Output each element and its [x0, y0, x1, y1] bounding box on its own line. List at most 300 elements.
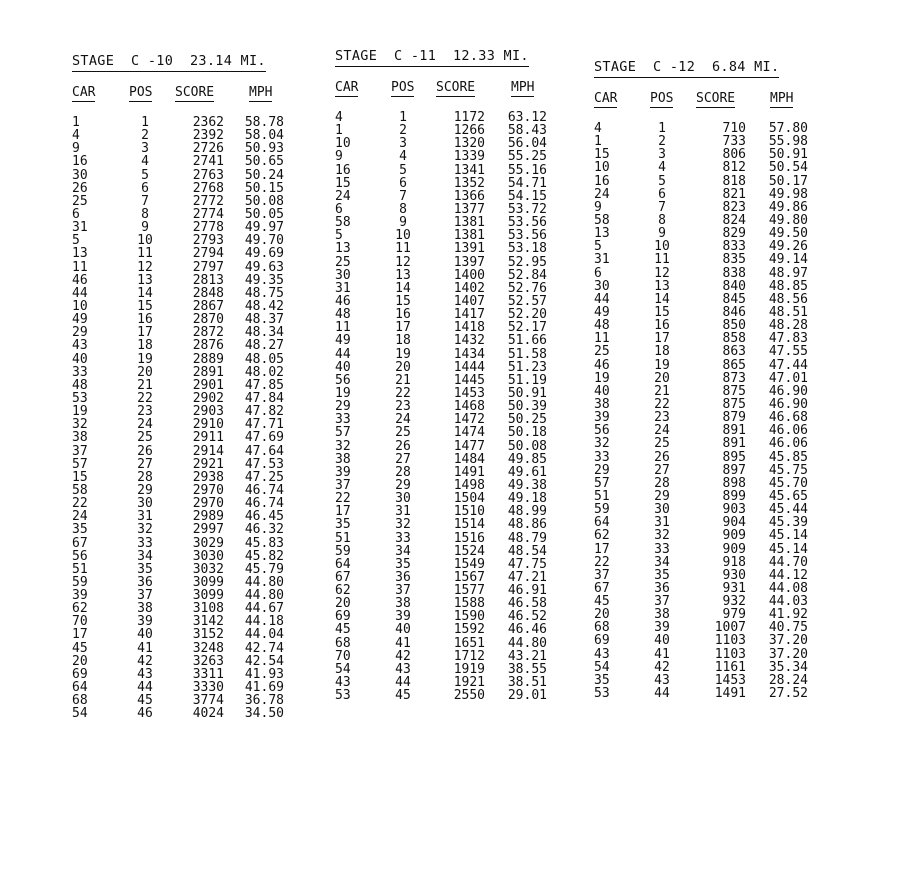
- cell-car: 25: [594, 344, 610, 360]
- cell-mph: 49.80: [768, 212, 808, 228]
- cell-car: 37: [72, 443, 88, 459]
- cell-pos: 33: [654, 541, 670, 557]
- cell-score: 1352: [453, 175, 485, 191]
- table-row: [72, 628, 284, 641]
- table-row: [335, 637, 547, 650]
- cell-mph: 50.08: [244, 193, 284, 209]
- cell-mph: 56.04: [507, 136, 547, 152]
- stage-c10-table: [72, 50, 284, 720]
- cell-score: 1381: [453, 215, 485, 231]
- cell-car: 33: [72, 364, 88, 380]
- cell-mph: 44.04: [244, 627, 284, 643]
- cell-mph: 46.74: [244, 496, 284, 512]
- cell-score: 2774: [192, 206, 224, 222]
- cell-score: 899: [722, 488, 746, 504]
- cell-pos: 8: [399, 201, 407, 217]
- cell-mph: 45.65: [768, 488, 808, 504]
- table-row: [594, 175, 808, 188]
- cell-car: 5: [335, 228, 343, 244]
- cell-mph: 53.72: [507, 201, 547, 217]
- cell-score: 1472: [453, 412, 485, 428]
- cell-mph: 52.95: [507, 254, 547, 270]
- header-score: SCORE: [436, 80, 476, 95]
- cell-car: 25: [335, 254, 351, 270]
- table-row: [335, 150, 547, 163]
- cell-car: 40: [335, 359, 351, 375]
- cell-car: 35: [72, 522, 88, 538]
- cell-pos: 13: [137, 272, 153, 288]
- cell-car: 62: [335, 583, 351, 599]
- cell-score: 909: [722, 541, 746, 557]
- cell-pos: 32: [137, 522, 153, 538]
- table-row: [594, 477, 808, 490]
- cell-mph: 47.64: [244, 443, 284, 459]
- table-row: [594, 464, 808, 477]
- cell-mph: 46.74: [244, 482, 284, 498]
- cell-pos: 31: [654, 515, 670, 531]
- cell-pos: 21: [395, 372, 411, 388]
- header-car: CAR: [72, 85, 96, 100]
- cell-mph: 47.01: [768, 370, 808, 386]
- cell-score: 3099: [192, 588, 224, 604]
- cell-score: 2813: [192, 272, 224, 288]
- cell-score: 1341: [453, 162, 485, 178]
- cell-car: 1: [72, 115, 80, 130]
- cell-car: 37: [335, 477, 351, 493]
- table-row: [594, 648, 808, 661]
- cell-pos: 27: [395, 451, 411, 467]
- cell-car: 48: [594, 318, 610, 334]
- table-row: [335, 518, 547, 531]
- cell-score: 1418: [453, 320, 485, 336]
- cell-mph: 49.35: [244, 272, 284, 288]
- cell-pos: 34: [654, 554, 670, 570]
- cell-car: 16: [594, 173, 610, 189]
- cell-pos: 39: [654, 620, 670, 636]
- cell-pos: 18: [137, 338, 153, 354]
- cell-pos: 14: [395, 280, 411, 296]
- cell-score: 2997: [192, 522, 224, 538]
- cell-mph: 58.78: [244, 115, 284, 130]
- cell-car: 49: [72, 312, 88, 328]
- cell-mph: 41.69: [244, 680, 284, 696]
- table-row: [335, 545, 547, 558]
- cell-car: 58: [335, 215, 351, 231]
- cell-pos: 25: [654, 436, 670, 452]
- cell-car: 48: [72, 377, 88, 393]
- cell-mph: 44.80: [244, 588, 284, 604]
- cell-pos: 7: [141, 193, 149, 209]
- cell-score: 1651: [453, 635, 485, 651]
- cell-score: 863: [722, 344, 746, 360]
- cell-score: 3248: [192, 640, 224, 656]
- cell-pos: 5: [658, 173, 666, 189]
- cell-mph: 44.70: [768, 554, 808, 570]
- cell-mph: 58.04: [244, 128, 284, 144]
- cell-pos: 15: [137, 298, 153, 314]
- header-mph: MPH: [770, 91, 794, 106]
- cell-score: 2772: [192, 193, 224, 209]
- cell-pos: 30: [137, 496, 153, 512]
- cell-car: 69: [335, 609, 351, 625]
- cell-score: 2550: [453, 688, 485, 704]
- cell-score: 875: [722, 383, 746, 399]
- cell-pos: 33: [395, 530, 411, 546]
- cell-pos: 45: [395, 688, 411, 704]
- cell-mph: 47.53: [244, 456, 284, 472]
- cell-car: 67: [72, 535, 88, 551]
- cell-score: 2910: [192, 417, 224, 433]
- cell-score: 1516: [453, 530, 485, 546]
- cell-score: 2362: [192, 115, 224, 130]
- cell-score: 812: [722, 160, 746, 176]
- cell-car: 56: [594, 423, 610, 439]
- cell-mph: 51.66: [507, 333, 547, 349]
- cell-pos: 46: [137, 706, 153, 722]
- cell-score: 2970: [192, 482, 224, 498]
- cell-pos: 44: [395, 675, 411, 691]
- cell-car: 51: [72, 561, 88, 577]
- table-row: [594, 687, 808, 700]
- cell-car: 44: [594, 291, 610, 307]
- table-row: [72, 339, 284, 352]
- cell-score: 1491: [714, 686, 746, 702]
- cell-pos: 43: [137, 666, 153, 682]
- cell-mph: 54.71: [507, 175, 547, 191]
- table-row: [72, 523, 284, 536]
- table-row: [335, 164, 547, 177]
- cell-mph: 55.25: [507, 149, 547, 165]
- cell-score: 1921: [453, 675, 485, 691]
- cell-score: 2914: [192, 443, 224, 459]
- cell-pos: 42: [654, 659, 670, 675]
- cell-score: 838: [722, 265, 746, 281]
- cell-score: 1712: [453, 648, 485, 664]
- cell-mph: 37.20: [768, 646, 808, 662]
- cell-mph: 42.54: [244, 653, 284, 669]
- cell-car: 45: [594, 594, 610, 610]
- cell-score: 2741: [192, 154, 224, 170]
- cell-score: 2891: [192, 364, 224, 380]
- table-row: [594, 372, 808, 385]
- cell-score: 1577: [453, 583, 485, 599]
- cell-pos: 25: [395, 425, 411, 441]
- cell-score: 2872: [192, 325, 224, 341]
- cell-mph: 49.18: [507, 491, 547, 507]
- cell-score: 2778: [192, 220, 224, 236]
- cell-pos: 22: [654, 396, 670, 412]
- cell-mph: 47.82: [244, 404, 284, 420]
- cell-score: 875: [722, 396, 746, 412]
- table-row: [72, 379, 284, 392]
- cell-score: 3099: [192, 574, 224, 590]
- cell-score: 932: [722, 594, 746, 610]
- cell-score: 845: [722, 291, 746, 307]
- cell-pos: 19: [395, 346, 411, 362]
- cell-pos: 43: [395, 661, 411, 677]
- header-score: SCORE: [175, 85, 215, 100]
- cell-score: 865: [722, 357, 746, 373]
- cell-score: 895: [722, 449, 746, 465]
- cell-pos: 28: [137, 469, 153, 485]
- cell-mph: 52.17: [507, 320, 547, 336]
- column-headers: [335, 81, 547, 99]
- cell-mph: 49.50: [768, 226, 808, 242]
- cell-pos: 37: [654, 594, 670, 610]
- cell-car: 62: [72, 601, 88, 617]
- cell-car: 64: [594, 515, 610, 531]
- cell-pos: 26: [137, 443, 153, 459]
- cell-mph: 53.56: [507, 215, 547, 231]
- stage-title: STAGE C -12 6.84 MI.: [594, 59, 779, 78]
- cell-car: 59: [72, 574, 88, 590]
- cell-score: 846: [722, 304, 746, 320]
- cell-pos: 39: [137, 614, 153, 630]
- cell-car: 31: [594, 252, 610, 268]
- cell-score: 3030: [192, 548, 224, 564]
- cell-pos: 44: [137, 680, 153, 696]
- cell-score: 1453: [714, 672, 746, 688]
- cell-pos: 42: [395, 648, 411, 664]
- cell-car: 24: [72, 509, 88, 525]
- cell-pos: 11: [137, 246, 153, 262]
- cell-mph: 45.44: [768, 502, 808, 518]
- table-row: [335, 650, 547, 663]
- cell-mph: 50.91: [768, 147, 808, 163]
- cell-pos: 40: [654, 633, 670, 649]
- cell-score: 1549: [453, 556, 485, 572]
- cell-pos: 3: [399, 136, 407, 152]
- cell-car: 15: [335, 175, 351, 191]
- cell-pos: 11: [395, 241, 411, 257]
- table-row: [335, 558, 547, 571]
- table-row: [594, 661, 808, 674]
- cell-mph: 54.15: [507, 188, 547, 204]
- cell-car: 31: [335, 280, 351, 296]
- cell-score: 733: [722, 134, 746, 150]
- cell-score: 3142: [192, 614, 224, 630]
- cell-pos: 35: [654, 567, 670, 583]
- stage-c11-table: [335, 45, 547, 702]
- cell-mph: 36.78: [244, 693, 284, 709]
- cell-car: 54: [72, 706, 88, 722]
- cell-score: 1592: [453, 622, 485, 638]
- cell-score: 3311: [192, 666, 224, 682]
- cell-pos: 4: [658, 160, 666, 176]
- cell-score: 858: [722, 331, 746, 347]
- cell-pos: 2: [658, 134, 666, 150]
- cell-score: 3152: [192, 627, 224, 643]
- cell-car: 58: [594, 212, 610, 228]
- table-row: [72, 182, 284, 195]
- cell-score: 1366: [453, 188, 485, 204]
- cell-score: 873: [722, 370, 746, 386]
- cell-mph: 50.17: [768, 173, 808, 189]
- cell-score: 2903: [192, 404, 224, 420]
- cell-mph: 49.86: [768, 199, 808, 215]
- cell-car: 29: [72, 325, 88, 341]
- cell-mph: 47.85: [244, 377, 284, 393]
- cell-car: 59: [594, 502, 610, 518]
- cell-car: 22: [72, 496, 88, 512]
- cell-pos: 31: [137, 509, 153, 525]
- results-rows: [72, 116, 284, 720]
- cell-pos: 9: [141, 220, 149, 236]
- cell-score: 2938: [192, 469, 224, 485]
- table-row: [594, 437, 808, 450]
- cell-score: 806: [722, 147, 746, 163]
- cell-score: 1498: [453, 477, 485, 493]
- cell-car: 30: [335, 267, 351, 283]
- cell-pos: 40: [137, 627, 153, 643]
- cell-pos: 5: [399, 162, 407, 178]
- cell-mph: 28.24: [768, 672, 808, 688]
- cell-pos: 32: [395, 517, 411, 533]
- cell-car: 58: [72, 482, 88, 498]
- cell-score: 931: [722, 580, 746, 596]
- table-row: [335, 256, 547, 269]
- cell-mph: 46.58: [507, 596, 547, 612]
- cell-mph: 47.21: [507, 569, 547, 585]
- table-row: [335, 242, 547, 255]
- cell-pos: 28: [395, 464, 411, 480]
- table-row: [335, 282, 547, 295]
- cell-mph: 50.93: [244, 141, 284, 157]
- cell-mph: 46.90: [768, 396, 808, 412]
- cell-pos: 25: [137, 430, 153, 446]
- cell-score: 840: [722, 278, 746, 294]
- table-row: [72, 642, 284, 655]
- cell-pos: 24: [137, 417, 153, 433]
- cell-mph: 29.01: [507, 688, 547, 704]
- cell-pos: 1: [658, 121, 666, 136]
- cell-mph: 35.34: [768, 659, 808, 675]
- cell-car: 56: [335, 372, 351, 388]
- cell-car: 6: [335, 201, 343, 217]
- cell-car: 13: [594, 226, 610, 242]
- cell-pos: 8: [658, 212, 666, 228]
- cell-pos: 20: [654, 370, 670, 386]
- table-row: [335, 190, 547, 203]
- cell-car: 35: [335, 517, 351, 533]
- cell-score: 3774: [192, 693, 224, 709]
- cell-mph: 52.76: [507, 280, 547, 296]
- stage-c12-table: [594, 56, 808, 700]
- cell-score: 1339: [453, 149, 485, 165]
- cell-score: 1484: [453, 451, 485, 467]
- cell-pos: 12: [395, 254, 411, 270]
- cell-score: 1504: [453, 491, 485, 507]
- cell-score: 823: [722, 199, 746, 215]
- cell-mph: 49.85: [507, 451, 547, 467]
- cell-car: 1: [594, 134, 602, 150]
- cell-car: 35: [594, 672, 610, 688]
- cell-pos: 41: [137, 640, 153, 656]
- cell-car: 40: [72, 351, 88, 367]
- cell-car: 10: [335, 136, 351, 152]
- cell-score: 3330: [192, 680, 224, 696]
- cell-score: 2901: [192, 377, 224, 393]
- table-row: [72, 655, 284, 668]
- cell-pos: 36: [137, 574, 153, 590]
- cell-score: 2768: [192, 180, 224, 196]
- cell-mph: 48.27: [244, 338, 284, 354]
- cell-car: 17: [335, 504, 351, 520]
- results-rows: [594, 122, 808, 700]
- cell-pos: 30: [654, 502, 670, 518]
- cell-pos: 35: [395, 556, 411, 572]
- cell-car: 32: [72, 417, 88, 433]
- cell-mph: 50.65: [244, 154, 284, 170]
- cell-pos: 23: [395, 399, 411, 415]
- cell-car: 30: [72, 167, 88, 183]
- cell-pos: 20: [395, 359, 411, 375]
- cell-car: 6: [72, 206, 80, 222]
- cell-mph: 37.20: [768, 633, 808, 649]
- cell-car: 53: [72, 390, 88, 406]
- cell-score: 1590: [453, 609, 485, 625]
- cell-pos: 9: [399, 215, 407, 231]
- cell-pos: 22: [395, 385, 411, 401]
- cell-car: 57: [72, 456, 88, 472]
- cell-mph: 46.06: [768, 423, 808, 439]
- cell-car: 10: [594, 160, 610, 176]
- cell-score: 1919: [453, 661, 485, 677]
- cell-score: 891: [722, 436, 746, 452]
- cell-pos: 18: [395, 333, 411, 349]
- cell-mph: 46.06: [768, 436, 808, 452]
- cell-mph: 49.61: [507, 464, 547, 480]
- table-row: [72, 261, 284, 274]
- cell-car: 44: [335, 346, 351, 362]
- stage-title: STAGE C -10 23.14 MI.: [72, 53, 266, 72]
- table-row: [335, 269, 547, 282]
- cell-mph: 47.71: [244, 417, 284, 433]
- cell-car: 54: [594, 659, 610, 675]
- cell-mph: 46.52: [507, 609, 547, 625]
- cell-car: 70: [72, 614, 88, 630]
- cell-mph: 48.28: [768, 318, 808, 334]
- header-pos: POS: [129, 85, 153, 100]
- cell-car: 46: [72, 272, 88, 288]
- cell-pos: 10: [137, 233, 153, 249]
- cell-mph: 52.20: [507, 307, 547, 323]
- cell-score: 833: [722, 239, 746, 255]
- table-row: [594, 385, 808, 398]
- cell-pos: 5: [141, 167, 149, 183]
- cell-pos: 44: [654, 686, 670, 702]
- cell-car: 46: [594, 357, 610, 373]
- table-row: [72, 274, 284, 287]
- cell-mph: 48.54: [507, 543, 547, 559]
- cell-pos: 19: [654, 357, 670, 373]
- cell-mph: 46.45: [244, 509, 284, 525]
- cell-car: 51: [335, 530, 351, 546]
- cell-car: 45: [335, 622, 351, 638]
- cell-score: 2870: [192, 312, 224, 328]
- cell-pos: 27: [654, 462, 670, 478]
- cell-score: 1588: [453, 596, 485, 612]
- cell-mph: 55.16: [507, 162, 547, 178]
- cell-mph: 44.08: [768, 580, 808, 596]
- cell-mph: 48.51: [768, 304, 808, 320]
- cell-car: 38: [335, 451, 351, 467]
- cell-mph: 49.14: [768, 252, 808, 268]
- header-car: CAR: [594, 91, 618, 106]
- cell-score: 1444: [453, 359, 485, 375]
- cell-pos: 17: [137, 325, 153, 341]
- cell-car: 15: [72, 469, 88, 485]
